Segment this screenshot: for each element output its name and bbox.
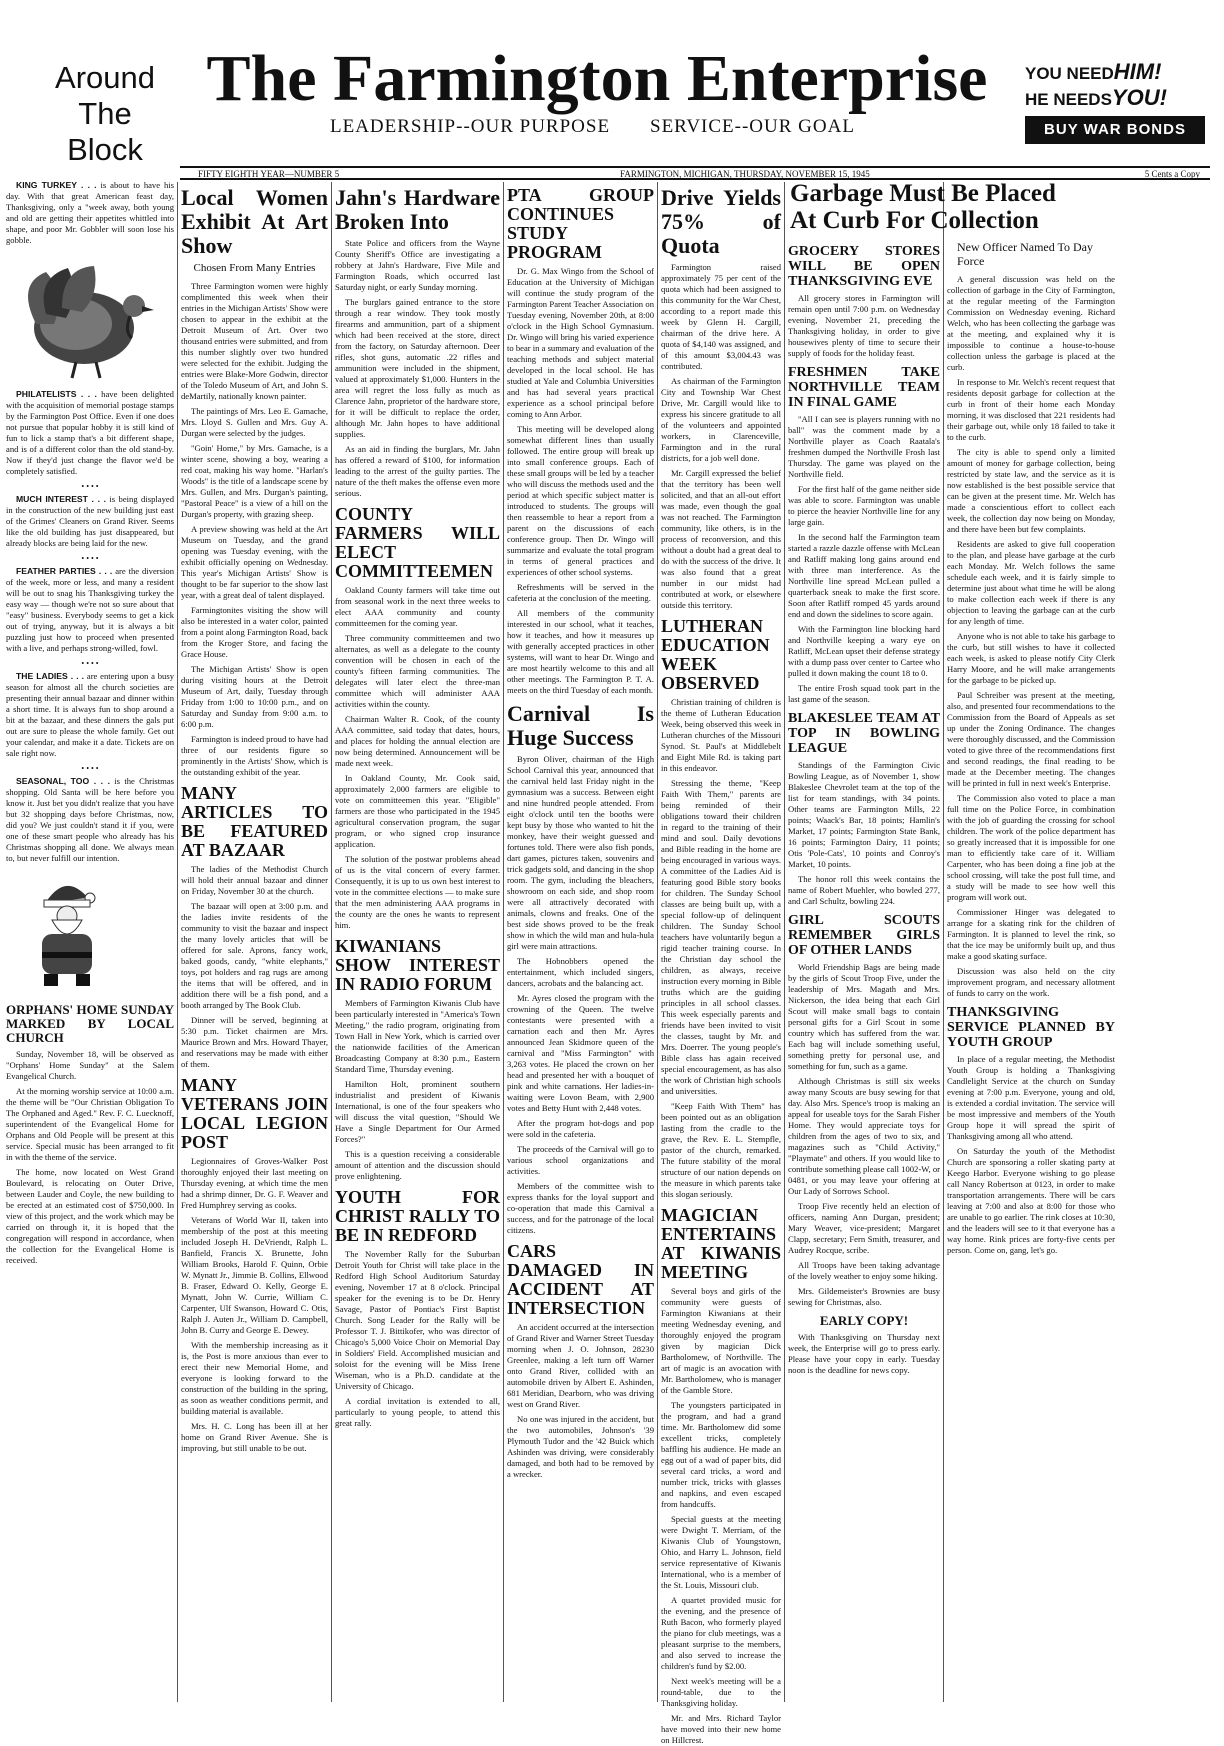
divider: • • • • [81, 554, 99, 563]
paragraph: The Commission also voted to place a man full time on the Police Force, in combination with the job of guarding the crossing for school children. The work of the police department has so greatly increased that it is impossible for one man to efficiently take care of it. William Carpenter, who has been doing a fine job at the school crossing, will take the post full time, and a study will be made to see how well this program will work out. [947, 793, 1115, 902]
paragraph: In place of a regular meeting, the Methodist Youth Group is holding a Thanksgiving Candlelight Service at the church on Sunday evening at 7:00 p.m. Everyone, young and old, is extended a cordial invitation. The service will be most impressive and members of the Youth Group hope it will spread the spirit of Thanksgiving among all who attend. [947, 1054, 1115, 1141]
paragraph: Next week's meeting will be a round-table, due to the Thanksgiving holiday. [661, 1676, 781, 1708]
paragraph: "Goin' Home," by Mrs. Gamache, is a winter scene, showing a boy, wearing a red coat, making his way home. "Harlan's Woods" is the title of a landscape scene by Mrs. Gullen, and Mrs. Durgan's painting, "Pastoral Peace" is a view of a hill on the Durgan's property, with grazing sheep. [181, 443, 328, 519]
paragraph: Sunday, November 18, will be observed as "Orphans' Home Sunday" at the Salem Evangelical Church. [6, 1049, 174, 1081]
santa-illustration [6, 872, 126, 990]
paragraph: Residents are asked to give full cooperation to the plan, and please have garbage at the curb each Monday. Mr. Welch follows the same schedule each week, and it is fairly simple to determine just about what time he will be along to make collection each week if there is any objection to leaving the garbage can at the curb for any length of time. [947, 539, 1115, 626]
headline: LUTHERAN EDUCATION WEEK OBSERVED [661, 616, 770, 693]
paragraph: The home, now located on West Grand Boulevard, is relocating on Outer Drive, between Lauder and Coyle, the new building to be erected at an estimated cost of $750,000. In view of this project, and the work which may be carried on through it, it is hoped that the congregation will respond in accordance, when the collection for the Evangelical Home is received. [6, 1167, 174, 1265]
paragraph: A quartet provided music for the evening, and the presence of Ruth Bacon, who formerly played the piano for club meetings, was a pleasant surprise to the members, and also served to increase the children's fund by $2.00. [661, 1595, 781, 1671]
headline: ORPHANS' HOME SUNDAY MARKED BY LOCAL CHURCH [6, 1002, 174, 1045]
paragraph: The youngsters participated in the program, and had a grand time. Mr. Bartholomew did some excellent tricks, completely baffling his audience. He made an egg out of a wad of paper bits, did several card tricks, a word and number trick, tricks with glasses and napkins, and even escaped from handcuffs. [661, 1400, 781, 1509]
paragraph: For the first half of the game neither side was able to score. Farmington was unable to pierce the heavier Northville line for any large gain. [788, 484, 940, 527]
paragraph: In response to Mr. Welch's recent request that residents deposit garbage for collection at the curb in front of their home each Monday morning, it was disclosed that 221 residents had their garbage out, while only 18 failed to take it to the curb. [947, 377, 1115, 442]
item-body: is the Christmas shopping. Old Santa will be here before you know it. Just bet you didn't realize that you have but 32 shopping days before Christmas, now, did you? We just couldn't stand it if you, were one of these smart people who already has his Christmas shopping all done. We always mean to, but never fulfill our intention. [6, 776, 174, 863]
paragraph: Three Farmington women were highly complimented this week when their entries in the Michigan Artists' Show were chosen to appear in the exhibit at the Detroit Museum of Art. Over two thousand entries were submitted, and from this number slightly over two hundred were selected for the exhibit. Judging the entries were Blake-More Godwin, director of the Toledo Museum of Art, and John S. deMartily, nationally known painter. [181, 281, 328, 401]
paragraph: After the program hot-dogs and pop were sold in the cafeteria. [507, 1118, 654, 1139]
paragraph: The honor roll this week contains the name of Robert Muehler, who bowled 277, and Carl Schultz, bowling 224. [788, 874, 940, 906]
bonds-text-him: HIM! [1113, 59, 1162, 84]
paragraph: Christian training of children is the theme of Lutheran Education Week, being observed this week in Lutheran churches of the Missouri Synod. St. Paul's at Middlebelt and Eight Mile Rd. is taking part in this endeavor. [661, 697, 781, 773]
item-body: are the diversion of the week, more or less, and many a resident will be out to snag his Thanksgiving turkey the easy way — though we're not so sure about that "easy" business. Everybody seems to get a kick out of trying, anyway, but it is always a bit puzzling just how to proceed when presented with a live, and perhaps strong-willed, fowl. [6, 566, 174, 653]
around-line-1: Around [55, 60, 155, 95]
paragraph: Dr. G. Max Wingo from the School of Education at the University of Michigan will continue the study program of the Farmington Parent Teacher Association on Tuesday evening, November 20th, at 8:00 o'clock in the High School Gymnasium. Dr. Wingo will bring his varied experience to bear in a summary and evaluation of the teaching methods and subject material developed in the local school. He has studied at Yale and Columbia Universities and has had several years practical experience as a school principal before coming to Ann Arbor. [507, 266, 655, 419]
paragraph: The paintings of Mrs. Leo E. Gamache, Mrs. Lloyd S. Gullen and Mrs. Guy A. Durgan were selected by the judges. [181, 406, 328, 438]
paragraph: Mrs. Gildemeister's Brownies are busy sewing for Christmas, also. [788, 1286, 940, 1307]
divider: • • • • [81, 482, 99, 491]
garbage-banner-headline [790, 180, 1210, 234]
paragraph: State Police and officers from the Wayne County Sheriff's Office are investigating a robbery at Jahn's Hardware, Five Mile and Farmington Roads, which occurred last Saturday night, or early Sunday morning. [335, 238, 500, 292]
paragraph: Byron Oliver, chairman of the High School Carnival this year, announced that the carnival held last Friday night in the gymnasium was a success. Between eight and nine hundred people attended. From eight o'clock until ten the booths were kept busy by those who wanted to hit the monkey, have their weight guessed and fortunes told. There were also fish ponds, dart games, pictures taken, souvenirs and trick gadgets sold, and dancing in the shop room. The gym, including the bleachers, showroom on each side, and shop room were all attractively decorated with animals, clowns and freaks. One of the best side shows proved to be the freak show in which the wild man and hula-hula girl were main attractions. [507, 754, 654, 951]
headline: BLAKESLEE TEAM AT TOP IN BOWLING LEAGUE [788, 711, 940, 756]
headline: FRESHMEN TAKE NORTHVILLE TEAM IN FINAL GAME [788, 365, 940, 410]
paragraph: Members of Farmington Kiwanis Club have been particularly interested in "America's Town Meeting," the radio program, originating from Town Hall in New York, which is carried over the nationwide facilities of the American Broadcasting Company at 8:30 p.m., Eastern Standard Time, Thursday evening. [335, 998, 500, 1074]
paragraph: The ladies of the Methodist Church will hold their annual bazaar and dinner on Friday, November 30 at the church. [181, 864, 328, 896]
item-head: MUCH INTEREST . . . [16, 494, 107, 504]
paragraph: Veterans of World War II, taken into membership of the post at this meeting included Joseph H. DeVriendt, Ralph L. Banfield, Francis X. Brunette, John William Brooks, Harold F. Quinn, Orbie W. Mynatt Jr., Jimmie B. Collins, Ellwood B. Fraser, Edward O. Kelly, George E. Mynatt, John W. Currie, William C. Carpenter, Ulf Swanson, Howard C. Otis, Ralph J. Auten Jr., William D. Campbell, John B. Curry and George E. Dewey. [181, 1215, 328, 1335]
headline: KIWANIANS SHOW INTEREST IN RADIO FORUM [335, 936, 500, 994]
paragraph: The burglars gained entrance to the store through a rear window. They took mostly firearms and ammunition, part of a shipment which had been received at the store, direct from the factory, on Saturday afternoon. Deer rifles, shot guns, automatic .22 rifles and ammunition were included in the shipment, valued at approximately $1,000. Hunters in the area will regret the loss fully as much as Clarence Jahn, proprietor of the hardware store, for it will be difficult to replace the order, although Mr. Jahn hopes to have additional supplies. [335, 297, 500, 439]
paragraph: With Thanksgiving on Thursday next week, the Enterprise will go to press early. Please have your copy in early. Tuesday noon is the deadline for news copy. [788, 1332, 940, 1375]
paragraph: On Saturday the youth of the Methodist Church are sponsoring a roller skating party at Keego Harbor. Everyone wishing to go please call Nancy Robertson at 0123, in order to make transportation arrangements. There will be cars leaving at 7:00 and also at 8:00 for those who are unable to go earlier. The rink closes at 10:30, and the leaders will see to it that everyone has a way home. Rink prices are forty-five cents per person. Come on, gang, let's go. [947, 1146, 1115, 1255]
paragraph: World Friendship Bags are being made by the girls of Scout Troop Five, under the leadership of Mrs. Magath and Mrs. Nickerson, the idea being that each Girl Scout will make small bags to contain personal gifts for a Girl Scout in some country which has suffered from the war. Each bag will include something useful, something pretty for personal use, and something for fun, such as a game. [788, 962, 940, 1071]
headline: Local Women Exhibit At Art Show [181, 185, 328, 258]
item-head: KING TURKEY . . . [16, 180, 97, 190]
paragraph: The bazaar will open at 3:00 p.m. and the ladies invite residents of the community to visit the bazaar and inspect the many lovely articles that will be offered for sale. Aprons, fancy work, baked goods, candy, "white elephants," toys, pot holders and rag rugs are among the items that will be offered, and in addition there will be a fish pond, and a booth arranged by The Book Club. [181, 901, 328, 1010]
paragraph: Oakland County farmers will take time out from seasonal work in the next three weeks to elect AAA community and county committeemen for the coming year. [335, 585, 500, 628]
item-body: is being displayed in the construction of the new building just east of the Grimes' Cleaners on Grand River. Seems like the old building has just disappeared, but already blocks are being laid for the new. [6, 494, 174, 548]
column-rule [177, 182, 178, 1702]
paragraph: Standings of the Farmington Civic Bowling League, as of November 1, show Blakeslee Chevrolet team at the top of the list for team standings, with 34 points. Other teams are Farmington Mills, 22 points; Waack's Bar, 18 points; Hamlin's Market, 17 points; Farmington State Bank, 16 points; Farmington Dairy, 11 points; Otis 'Pole-Cats', 10 points and Conroy's Market, 10 points. [788, 760, 940, 869]
paragraph: Hamilton Holt, prominent southern industrialist and president of Kiwanis International, is one of the four speakers who will discuss the vital question, "Should We Have a Single Department for Our Armed Forces?" [335, 1079, 500, 1144]
banner-line-1: Garbage Must Be Placed [790, 180, 1056, 207]
headline: Drive Yields 75% of Quota [661, 185, 781, 258]
headline: YOUTH FOR CHRIST RALLY TO BE IN REDFORD [335, 1187, 500, 1245]
paragraph: The Hobnobbers opened the entertainment, which included singers, dancers, acrobats and the balancing act. [507, 956, 654, 988]
paragraph: Chairman Walter R. Cook, of the county AAA committee, said today that dates, hours, and places for holding the annual election are now being determined. Announcement will be made next week. [335, 714, 500, 768]
headline: EARLY COPY! [819, 1313, 909, 1328]
paragraph: All Troops have been taking advantage of the lovely weather to enjoy some hiking. [788, 1260, 940, 1281]
paragraph: At the morning worship service at 10:00 a.m. the theme will be "Our Christian Obligation To The Orphaned and Aged." Rev. F. C. Luecknoff, superintendent of the Evangelical Home for Orphans and Old People will be present at this service. Special music has been arranged to fit in with the theme of the service. [6, 1086, 174, 1162]
paragraph: The November Rally for the Suburban Detroit Youth for Christ will take place in the Redford High School Auditorium Saturday evening, November 17 at 8 o'clock. Principal speaker for the evening is to be Dr. Henry Savage, Pastor of Pontiac's First Baptist Church. Song Leader for the Rally will be Professor T. J. Bittikofer, who was director of Chicago's 5,000 Voice Choir on Memorial Day in Soldiers' Field. Accomplished musician and soloist for the evening will be Miss Irene Wiseman, who is a Ph.D. candidate at the University of Chicago. [335, 1249, 500, 1391]
paragraph: An accident occurred at the intersection of Grand River and Warner Street Tuesday morning when J. O. Johnson, 28230 Greenlee, making a left turn off Warner onto Grand River, collided with an automobile driven by Albert E. Ashinden, 681 Meridian, Dearborn, who was driving west on Grand River. [507, 1322, 654, 1409]
divider: • • • • [81, 764, 99, 773]
headline: GROCERY STORES WILL BE OPEN THANKSGIVING EVE [788, 244, 940, 289]
column-rule [503, 182, 504, 1702]
headline: MAGICIAN ENTERTAINS AT KIWANIS MEETING [661, 1205, 781, 1282]
divider: • • • • [81, 659, 99, 668]
column-rule [943, 182, 944, 1702]
headline: Carnival Is Huge Success [507, 701, 654, 750]
subheadline: New Officer Named To Day Force [957, 240, 1094, 268]
price: 5 Cents a Copy [1144, 169, 1200, 179]
column-grocery-sports [788, 238, 940, 1705]
headline: PTA GROUP CONTINUES STUDY PROGRAM [507, 185, 654, 262]
paragraph: Paul Schreiber was present at the meeting, also, and presented four recommendations to the Commission from the Board of Appeals as set up under the Zoning Ordinance. The changes were thoroughly discussed, and the Commission voted to give three of the recommendations first and second readings, the final reading to be made at the December meeting. The changes will be printed in full in next week's Enterprise. [947, 690, 1115, 788]
column-around-the-block [6, 180, 174, 1705]
column-pta-carnival [507, 180, 654, 1705]
paragraph: Although Christmas is still six weeks away many Scouts are busy sewing for that day. Also Mrs. Spence's troop is making an appeal for useable toys for the Sarah Fisher Home. They would appreciate toys for children from the ages of two to six, and magazines such as "Child Activity," "Playmate" and others. If you would like to contribute something please call 1002-W, or 0481, or you may leave your offering at Our Lady of Sorrows School. [788, 1076, 940, 1196]
paragraph: The proceeds of the Carnival will go to various school organizations and activities. [507, 1144, 654, 1176]
item-body: have been delighted with the acquisition of memorial postage stamps by the Farmington Post Office. Even if one does not pursue that popular hobby it is still kind of fun to lick a stamp that's a bit different shape, and is of a different color than the old stand-by. Now if they'd just change the flavor we'd be completely satisfied. [6, 389, 174, 476]
paragraph: Farmingtonites visiting the show will also be interested in a water color, painted from a point along Farmington Road, back from the Kroger Store, and facing the Grace House. [181, 605, 328, 659]
banner-line-2: At Curb For Collection [790, 207, 1039, 234]
paragraph: A preview showing was held at the Art Museum on Tuesday, and the grand opening was Tuesday evening, with the exhibit officially opening on Wednesday. This year's Michigan Artists' Show is thought to be far superior to the show last year, with a great deal of talent displayed. [181, 524, 328, 600]
paragraph: Troop Five recently held an election of officers, naming Ann Durgan, president; Mary Weaver, vice-president; Margaret Clapp, secretary; Fern Smith, treasurer, and Audrey Rocque, scribe. [788, 1201, 940, 1255]
paragraph: Commissioner Hinger was delegated to arrange for a skating rink for the children of Farmington. It is planned to level the rink, so that the ice may be uniformly built up, and thus make a good skating surface. [947, 907, 1115, 961]
paragraph: Mr. Ayres closed the program with the crowning of the Queen. The twelve contestants were presented with a carnation each and then Mr. Ayres announced Jean Skidmore queen of the carnival and "Miss Farmington" with 3,263 votes. He placed the crown on her head and presented her with a bouquet of pink and white carnations. Her ladies-in-waiting were Lovon Beam, with 2,900 votes and Betty Hunt with 2,448 votes. [507, 993, 654, 1113]
paragraph: A general discussion was held on the collection of garbage in the City of Farmington, at the regular meeting of the Farmington Commission on Wednesday evening. Richard Welch, who has been collecting the garbage was at the meeting, and explained why it is impossible to continue a house-to-house collection unless the garbage is placed at the curb. [947, 274, 1115, 372]
item-head: FEATHER PARTIES . . . [16, 566, 113, 576]
item-head: THE LADIES . . . [16, 671, 85, 681]
paragraph: All members of the community interested in our school, what it teaches, how it teaches, and how it measures up with generally accepted practices in other systems, will want to hear Dr. Wingo and are most heartily welcome to this and all other meetings. The Farmington P. T. A. meets on the third Tuesday of each month. [507, 608, 654, 695]
paragraph: Members of the committee wish to express thanks for the loyal support and co-operation that made this Carnival a success, and for the patronage of the local citizens. [507, 1181, 654, 1235]
paragraph: The city is able to spend only a limited amount of money for garbage collection, being restricted by state law, and the service as it is now established is the best possible service that can be given at the present time. Mr. Welch has made a conscientious effort to collect each week, the collection day now being on Monday, and there have been but few complaints. [947, 447, 1115, 534]
column-rule [657, 182, 658, 1702]
headline: GIRL SCOUTS REMEMBER GIRLS OF OTHER LANDS [788, 913, 940, 958]
paragraph: Refreshments will be served in the cafeteria at the conclusion of the meeting. [507, 582, 654, 603]
headline: CARS DAMAGED IN ACCIDENT AT INTERSECTION [507, 1241, 654, 1318]
newspaper-title: The Farmington Enterprise [206, 42, 988, 115]
paragraph: The solution of the postwar problems ahead of us is the vital concern of every farmer. Consequently, it is up to us own best interest to vote in the committee elections — to make sure that the men administering AAA programs in the county are the ones he wants to represent him. [335, 854, 500, 930]
paragraph: This meeting will be developed along somewhat different lines than usually followed. The entire group will break up into small conference groups. Each of these small groups will be led by a teacher who will discuss the methods used and the period at which specific subject matter is introduced to students. The groups will then reassemble to hear a report from a parent on the discussions of each conference group. Then Dr. Wingo will summarize and evaluate the total program in terms of general practices and experiences of other school systems. [507, 424, 654, 577]
paragraph: No one was injured in the accident, but the two automobiles, Johnson's '39 Plymouth Tudor and the '42 Buick which Ashinden was driving, were considerably damaged, and both had to be removed by a wrecker. [507, 1414, 654, 1479]
column-rule [784, 182, 785, 1702]
paragraph: Special guests at the meeting were Dwight T. Merriam, of the Kiwanis Club of Youngstown, Ohio, and Harry L. Johnson, field service representative of Kiwanis International, who is a member of the St. Louis, Missouri club. [661, 1514, 781, 1590]
paragraph: In the second half the Farmington team started a razzle dazzle offense with McLean and Ratliff making long gains around end with three man interference. As the Northville line spread McLean pulled a quarterback sneak to make the first score. Soon after Ratliff romped 45 yards around end and down the sidelines to score again. [788, 532, 940, 619]
paragraph: Discussion was also held on the city improvement program, and necessary allotment of funds to carry on the work. [947, 966, 1115, 998]
paragraph: Stressing the theme, "Keep Faith With Them," parents are being reminded of their obligations toward their children in regard to the training of their mind and soul. Daily devotions and Bible reading in the home are being encouraged in various ways. A committee of the Ladies Aid is featuring good Bible story books for children. The Sunday School classes are being built up, with a special follow-up of delinquent children. The Sunday School teachers have voluntarily begun a rigid teacher training course. In the Christian day school the children, as always, receive instruction every morning in Bible truths which are the guiding principles in all school classes. This week especially parents and friends have been invited to visit the classes, taught by Mr. and Mrs. Doerrer. The young people's Bible class has again received special encouragement, as has also the work of Christian high schools and universities. [661, 778, 781, 1096]
headline: THANKSGIVING SERVICE PLANNED BY YOUTH GROUP [947, 1005, 1115, 1050]
issue-date: FARMINGTON, MICHIGAN, THURSDAY, NOVEMBER 15, 1945 [620, 169, 870, 179]
item-body: are entering upon a busy season for almost all the church societies are presenting their annual bazaar and dinner within a short time. It is always fun to shop around a bit at the bazaar, and these dinners the gals put out are sure to please the whole family. Get out your calendar, and make it a date. Tickets are on sale right now. [6, 671, 174, 758]
paragraph: A cordial invitation is extended to all, particularly to young people, to attend this great rally. [335, 1396, 500, 1428]
paragraph: Mrs. H. C. Long has been ill at her home on Grand River Avenue. She is improving, but still unable to be out. [181, 1421, 328, 1453]
column-hardware [335, 180, 500, 1705]
paragraph: The entire Frosh squad took part in the last game of the season. [788, 683, 940, 704]
paragraph: As an aid in finding the burglars, Mr. Jahn has offered a reward of $100, for information leading to the arrest of the guilty parties. The nature of the theft makes the offense even more serious. [335, 444, 500, 498]
volume-number: FIFTY EIGHTH YEAR—NUMBER 5 [198, 169, 340, 179]
headline: Jahn's Hardware Broken Into [335, 185, 500, 234]
headline: MANY ARTICLES TO BE FEATURED AT BAZAAR [181, 783, 328, 860]
paragraph: Dinner will be served, beginning at 5:30 p.m. Ticket chairmen are Mrs. Maurice Brown and Mrs. Howard Thayer, and reservations may be made with either of them. [181, 1015, 328, 1069]
bonds-text-1: YOU NEED [1025, 64, 1114, 83]
paragraph: With the membership increasing as it is, the Post is more anxious than ever to erect their new Memorial Home, and everyone is looking forward to the construction of the building in the spring, as soon as weather conditions permit, and building material is available. [181, 1340, 328, 1416]
headline: COUNTY FARMERS WILL ELECT COMMITTEEMEN [335, 504, 500, 581]
subheadline: Chosen From Many Entries [193, 262, 316, 274]
bonds-text-2: HE NEEDS [1025, 90, 1112, 109]
column-garbage-collection [947, 238, 1115, 1705]
column-art-show [181, 180, 328, 1705]
paragraph: Legionnaires of Groves-Walker Post thoroughly enjoyed their last meeting on Thursday evening, at which time the men had a shrimp dinner, Dr. G. F. Weaver and Fred Humphrey serving as cooks. [181, 1156, 328, 1210]
headline: MANY VETERANS JOIN LOCAL LEGION POST [181, 1075, 328, 1152]
bonds-text-you: YOU! [1111, 85, 1167, 110]
paragraph: In Oakland County, Mr. Cook said, approximately 2,000 farmers are eligible to vote on committeemen this year. "Eligible" farmers are those who participated in the 1945 agricultural conservation program, the sugar program, or who signed crop insurance application. [335, 773, 500, 849]
paragraph: All grocery stores in Farmington will remain open until 7:00 p.m. on Wednesday evening, November 21, preceding the Thanksgiving holiday, in order to give housewives plenty of time to secure their supply of foods for the holiday feast. [788, 293, 940, 358]
paragraph: The Michigan Artists' Show is open during visiting hours at the Detroit Museum of Art, daily, Tuesday through Friday from 1:00 to 10:00 p.m., and on Saturday and Sunday from 9:00 a.m. to 6:00 p.m. [181, 664, 328, 729]
item-head: SEASONAL, TOO . . . [16, 776, 110, 786]
paragraph: Anyone who is not able to take his garbage to the curb, but still wishes to have it collected each week, is asked to please notify City Clerk Harry Moore, and he will make arrangements for the garbage to be picked up. [947, 631, 1115, 685]
dateline [180, 166, 1210, 180]
column-war-chest [661, 180, 781, 1745]
motto-service: SERVICE--OUR GOAL [650, 116, 855, 137]
paragraph: Three community committeemen and two alternates, as well as a delegate to the county convention will be chosen in each of the county's fifteen farming communities. The delegates will later elect the three-man committee which will administer AAA activities within the county. [335, 633, 500, 709]
paragraph: Mr. Cargill expressed the belief that the territory has been well solicited, and that an all-out effort was made, even though the goal was not reached. The Farmington community, like others, is in the process of reconversion, and this without a doubt had a great deal to do with the success of the drive. It was also found that a great number in our midst had contributed at work, or elsewhere outside this territory. [661, 468, 781, 610]
paragraph: Farmington is indeed proud to have had three of our residents figure so prominently in the Artists' Show, which is the outstanding exhibit of the year. [181, 734, 328, 777]
buy-war-bonds-bar: BUY WAR BONDS [1025, 116, 1205, 144]
paragraph: With the Farmington line blocking hard and Northville keeping a wary eye on Ratliff, McLean upset their defense strategy with a dump pass over center to Cartee who pulled it down making the count 18 to 0. [788, 624, 940, 678]
paragraph: As chairman of the Farmington City and Township War Chest Drive, Mr. Cargill would like to express his sincere gratitude to all of the volunteers and appointed workers, in Clarenceville, Farmington and in the rural districts, for a job well done. [661, 376, 781, 463]
paragraph: Several boys and girls of the community were guests of Farmington Kiwanians at their meeting Wednesday evening, and thoroughly enjoyed the program given by magician Dick Bartholomew, of Northville. The art of magic is an avocation with Mr. Bartholomew, who is manager of the Gamble Store. [661, 1286, 781, 1395]
masthead [0, 0, 1224, 168]
around-the-block-title [40, 60, 170, 168]
motto-leadership: LEADERSHIP--OUR PURPOSE [330, 116, 611, 137]
item-head: PHILATELISTS . . . [16, 389, 97, 399]
paragraph: Farmington raised approximately 75 per cent of the quota which had been assigned to this community for the War Chest, according to a report made this week by Glenn H. Cargill, chairman of the drive here. A quota of $4,140 was assigned, and of this amount $3,004.43 was contributed. [661, 262, 781, 371]
item-body: is about to have his day. With that great American feast day, Thanksgiving, only a "week away, both young and old are getting their appetites whittled into shape, and poor Mr. Gobbler will soon lose his gobble. [6, 180, 175, 245]
war-bonds-ad [1025, 60, 1205, 144]
paragraph: Mr. and Mrs. Richard Taylor have moved into their new home on Hillcrest. [661, 1713, 781, 1745]
turkey-illustration [6, 254, 182, 382]
paragraph: This is a question receiving a considerable amount of attention and the discussion should prove enlightening. [335, 1149, 500, 1181]
paragraph: "Keep Faith With Them" has been pointed out as an obligation lasting from the cradle to the grave, the Rev. E. L. Stempfle, pastor of the church, remarked. The future stability of the moral structure of our nation depends on the measure in which parents take this slogan seriously. [661, 1101, 781, 1199]
around-line-2: The Block [67, 96, 143, 167]
paragraph: "All I can see is players running with no ball" was the comment made by a Northville player as Coach Raatala's freshmen dumped the Northville Frosh last Thursday. The game was played on the Northville field. [788, 414, 940, 479]
column-rule [331, 182, 332, 1702]
